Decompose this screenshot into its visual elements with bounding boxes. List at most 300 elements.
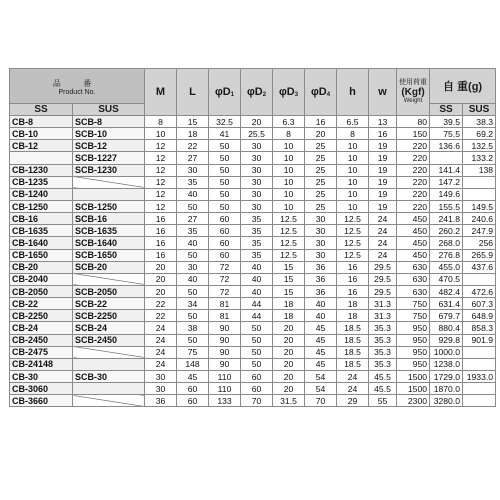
cell-sus-code: SCB-2050	[73, 285, 145, 297]
cell-sus-code: SCB-8	[73, 116, 145, 128]
cell-mass-ss: 1238.0	[430, 358, 463, 370]
cell-D4: 36	[305, 273, 337, 285]
cell-M: 22	[145, 310, 177, 322]
col-D1-label: φD	[214, 86, 231, 98]
cell-ss-code: CB-2050	[10, 285, 73, 297]
table-row	[10, 116, 496, 128]
cell-M: 22	[145, 298, 177, 310]
cell-h: 10	[337, 164, 369, 176]
cell-D3: 10	[273, 176, 305, 188]
cell-D4: 20	[305, 128, 337, 140]
cell-mass-sus: 472.6	[463, 285, 496, 297]
table-row	[10, 261, 496, 273]
cell-w: 31.3	[369, 298, 397, 310]
cell-ss-code: CB-1640	[10, 237, 73, 249]
cell-load: 950	[397, 358, 430, 370]
cell-load: 220	[397, 152, 430, 164]
weight-unit: (Kgf)	[401, 87, 425, 98]
cell-D1: 81	[209, 298, 241, 310]
cell-load: 1500	[397, 370, 430, 382]
cell-sus-code: SCB-1640	[73, 237, 145, 249]
cell-mass-ss: 455.0	[430, 261, 463, 273]
cell-ss-code: CB-2040	[10, 273, 73, 285]
cell-mass-ss: 141.4	[430, 164, 463, 176]
product-no-en: Product No.	[58, 89, 96, 96]
col-h-header: h	[337, 69, 369, 116]
table-row	[10, 249, 496, 261]
cell-w: 31.3	[369, 310, 397, 322]
cell-ss-code: CB-20	[10, 261, 73, 273]
cell-load: 630	[397, 261, 430, 273]
cell-sus-code: SCB-30	[73, 370, 145, 382]
cell-D3: 15	[273, 273, 305, 285]
table-row	[10, 140, 496, 152]
cell-D3: 20	[273, 383, 305, 395]
weight-jp: 使用荷重	[399, 79, 428, 86]
cell-mass-ss: 39.5	[430, 116, 463, 128]
cell-D3: 12.5	[273, 237, 305, 249]
cell-w: 35.3	[369, 358, 397, 370]
cell-sus-code: SCB-1230	[73, 164, 145, 176]
table-row	[10, 273, 496, 285]
cell-sus-code	[73, 346, 145, 358]
cell-D2: 30	[241, 164, 273, 176]
cell-D2: 30	[241, 176, 273, 188]
weight-en: Weight	[403, 98, 423, 104]
cell-D1: 41	[209, 128, 241, 140]
cell-L: 18	[177, 128, 209, 140]
cell-L: 50	[177, 249, 209, 261]
cell-D2: 35	[241, 225, 273, 237]
cell-w: 29.5	[369, 273, 397, 285]
cell-D4: 40	[305, 298, 337, 310]
cell-w: 19	[369, 140, 397, 152]
cell-D1: 60	[209, 249, 241, 261]
cell-L: 50	[177, 334, 209, 346]
cell-D4: 36	[305, 261, 337, 273]
cell-h: 12.5	[337, 225, 369, 237]
cell-D1: 110	[209, 370, 241, 382]
cell-mass-ss: 482.4	[430, 285, 463, 297]
cell-D1: 90	[209, 334, 241, 346]
cell-D1: 90	[209, 346, 241, 358]
cell-D1: 50	[209, 176, 241, 188]
mass-header: 自 重(g)	[430, 69, 496, 104]
cell-ss-code: CB-2250	[10, 310, 73, 322]
cell-w: 19	[369, 188, 397, 200]
cell-ss-code: CB-24	[10, 322, 73, 334]
cell-D1: 72	[209, 285, 241, 297]
cell-h: 8	[337, 128, 369, 140]
table-row	[10, 164, 496, 176]
table-row	[10, 237, 496, 249]
table-row	[10, 298, 496, 310]
cell-D4: 16	[305, 116, 337, 128]
cell-mass-sus: 69.2	[463, 128, 496, 140]
cell-mass-sus: 133.2	[463, 152, 496, 164]
cell-D4: 45	[305, 334, 337, 346]
cell-sus-code: SCB-1250	[73, 200, 145, 212]
table-row	[10, 383, 496, 395]
cell-ss-code: CB-1635	[10, 225, 73, 237]
cell-D1: 60	[209, 213, 241, 225]
cell-load: 220	[397, 164, 430, 176]
cell-D1: 50	[209, 164, 241, 176]
cell-D1: 72	[209, 261, 241, 273]
cell-w: 24	[369, 213, 397, 225]
cell-D3: 10	[273, 164, 305, 176]
cell-load: 750	[397, 310, 430, 322]
cell-D2: 30	[241, 140, 273, 152]
cell-M: 24	[145, 334, 177, 346]
cell-D2: 35	[241, 249, 273, 261]
cell-D3: 10	[273, 140, 305, 152]
cell-L: 34	[177, 298, 209, 310]
cell-h: 10	[337, 152, 369, 164]
cell-D3: 15	[273, 285, 305, 297]
cell-L: 27	[177, 213, 209, 225]
cell-D4: 45	[305, 322, 337, 334]
table-row	[10, 213, 496, 225]
cell-sus-code: SCB-20	[73, 261, 145, 273]
cell-sus-code: SCB-22	[73, 298, 145, 310]
cell-load: 950	[397, 346, 430, 358]
cell-load: 450	[397, 249, 430, 261]
col-D4-header	[305, 69, 337, 116]
cell-sus-code: SCB-2450	[73, 334, 145, 346]
cell-D2: 50	[241, 322, 273, 334]
cell-M: 8	[145, 116, 177, 128]
spec-table-body	[10, 116, 496, 407]
cell-mass-sus	[463, 383, 496, 395]
cell-w: 35.3	[369, 346, 397, 358]
cell-mass-ss: 276.8	[430, 249, 463, 261]
cell-h: 18.5	[337, 322, 369, 334]
cell-D2: 30	[241, 200, 273, 212]
cell-D2: 50	[241, 358, 273, 370]
cell-ss-code: CB-3060	[10, 383, 73, 395]
cell-M: 20	[145, 261, 177, 273]
col-D4-label: φD	[310, 86, 327, 98]
cell-mass-ss: 268.0	[430, 237, 463, 249]
cell-mass-sus: 38.3	[463, 116, 496, 128]
cell-mass-ss: 155.5	[430, 200, 463, 212]
cell-D4: 25	[305, 140, 337, 152]
table-row	[10, 395, 496, 407]
cell-sus-code: SCB-2250	[73, 310, 145, 322]
table-row	[10, 176, 496, 188]
cell-h: 12.5	[337, 213, 369, 225]
cell-w: 19	[369, 176, 397, 188]
cell-mass-sus: 247.9	[463, 225, 496, 237]
cell-D4: 30	[305, 237, 337, 249]
cell-mass-ss: 631.4	[430, 298, 463, 310]
cell-mass-sus	[463, 176, 496, 188]
cell-load: 220	[397, 200, 430, 212]
cell-M: 16	[145, 225, 177, 237]
table-row	[10, 188, 496, 200]
cell-sus-code	[73, 358, 145, 370]
cell-D4: 30	[305, 249, 337, 261]
cell-mass-ss: 147.2	[430, 176, 463, 188]
cell-D4: 45	[305, 346, 337, 358]
cell-D2: 60	[241, 370, 273, 382]
cell-mass-sus: 858.3	[463, 322, 496, 334]
cell-D3: 18	[273, 310, 305, 322]
cell-mass-sus	[463, 346, 496, 358]
cell-D4: 25	[305, 152, 337, 164]
cell-ss-code: CB-1250	[10, 200, 73, 212]
cell-ss-code: CB-30	[10, 370, 73, 382]
cell-D3: 20	[273, 358, 305, 370]
table-row	[10, 285, 496, 297]
cell-D1: 72	[209, 273, 241, 285]
cell-ss-code	[10, 152, 73, 164]
cell-load: 2300	[397, 395, 430, 407]
cell-M: 12	[145, 140, 177, 152]
cell-M: 16	[145, 213, 177, 225]
cell-sus-code: SCB-1227	[73, 152, 145, 164]
cell-sus-code: SCB-24	[73, 322, 145, 334]
cell-D1: 50	[209, 152, 241, 164]
table-row	[10, 346, 496, 358]
cell-D4: 54	[305, 383, 337, 395]
cell-load: 950	[397, 322, 430, 334]
cell-D4: 30	[305, 225, 337, 237]
table-row	[10, 128, 496, 140]
cell-L: 60	[177, 383, 209, 395]
cell-D1: 60	[209, 225, 241, 237]
col-D4-sub: 4	[326, 92, 331, 98]
cell-mass-ss: 1729.0	[430, 370, 463, 382]
cell-D3: 20	[273, 322, 305, 334]
cell-D1: 90	[209, 322, 241, 334]
cell-w: 45.5	[369, 383, 397, 395]
cell-D2: 30	[241, 152, 273, 164]
cell-D4: 40	[305, 310, 337, 322]
cell-D2: 60	[241, 383, 273, 395]
col-mass-SUS-header: SUS	[463, 104, 496, 116]
cell-ss-code: CB-1235	[10, 176, 73, 188]
col-mass-SS-header: SS	[430, 104, 463, 116]
cell-ss-code: CB-1240	[10, 188, 73, 200]
cell-D2: 40	[241, 273, 273, 285]
cell-D4: 70	[305, 395, 337, 407]
cell-h: 6.5	[337, 116, 369, 128]
cell-mass-sus: 240.6	[463, 213, 496, 225]
col-SUS-header: SUS	[73, 104, 145, 116]
cell-D3: 10	[273, 200, 305, 212]
cell-mass-ss: 929.8	[430, 334, 463, 346]
cell-D2: 30	[241, 188, 273, 200]
cell-ss-code: CB-2475	[10, 346, 73, 358]
cell-load: 450	[397, 213, 430, 225]
spec-table-container	[9, 68, 495, 407]
col-weight-header	[397, 69, 430, 116]
cell-D3: 10	[273, 152, 305, 164]
cell-M: 20	[145, 285, 177, 297]
cell-D1: 90	[209, 358, 241, 370]
cell-h: 18.5	[337, 346, 369, 358]
cell-D1: 81	[209, 310, 241, 322]
cell-M: 12	[145, 152, 177, 164]
cell-sus-code: SCB-12	[73, 140, 145, 152]
cell-load: 150	[397, 128, 430, 140]
cell-h: 10	[337, 200, 369, 212]
cell-mass-ss: 470.5	[430, 273, 463, 285]
cell-D2: 50	[241, 346, 273, 358]
table-row	[10, 334, 496, 346]
cell-D2: 20	[241, 116, 273, 128]
cell-M: 30	[145, 370, 177, 382]
cell-ss-code: CB-3660	[10, 395, 73, 407]
cell-load: 1500	[397, 383, 430, 395]
cell-ss-code: CB-22	[10, 298, 73, 310]
spec-table	[9, 68, 496, 407]
cell-D2: 35	[241, 237, 273, 249]
col-D1-header	[209, 69, 241, 116]
cell-w: 35.3	[369, 322, 397, 334]
cell-M: 24	[145, 346, 177, 358]
cell-D2: 50	[241, 334, 273, 346]
cell-L: 15	[177, 116, 209, 128]
cell-ss-code: CB-1230	[10, 164, 73, 176]
cell-D4: 25	[305, 176, 337, 188]
cell-h: 24	[337, 383, 369, 395]
cell-L: 45	[177, 370, 209, 382]
cell-ss-code: CB-10	[10, 128, 73, 140]
cell-M: 12	[145, 188, 177, 200]
cell-mass-ss: 1000.0	[430, 346, 463, 358]
cell-D1: 50	[209, 188, 241, 200]
cell-load: 950	[397, 334, 430, 346]
cell-M: 12	[145, 176, 177, 188]
cell-mass-sus: 901.9	[463, 334, 496, 346]
cell-sus-code: SCB-16	[73, 213, 145, 225]
cell-mass-sus: 607.3	[463, 298, 496, 310]
cell-D1: 32.5	[209, 116, 241, 128]
col-D3-header	[273, 69, 305, 116]
cell-D4: 25	[305, 164, 337, 176]
cell-D2: 40	[241, 285, 273, 297]
cell-mass-sus: 256	[463, 237, 496, 249]
cell-load: 450	[397, 225, 430, 237]
cell-D4: 54	[305, 370, 337, 382]
cell-mass-sus: 265.9	[463, 249, 496, 261]
cell-L: 38	[177, 322, 209, 334]
cell-h: 10	[337, 176, 369, 188]
cell-w: 19	[369, 200, 397, 212]
cell-load: 220	[397, 176, 430, 188]
cell-sus-code	[73, 176, 145, 188]
cell-L: 50	[177, 285, 209, 297]
cell-D1: 133	[209, 395, 241, 407]
cell-mass-ss: 136.6	[430, 140, 463, 152]
cell-L: 50	[177, 310, 209, 322]
cell-D2: 35	[241, 213, 273, 225]
cell-mass-ss: 880.4	[430, 322, 463, 334]
cell-w: 35.3	[369, 334, 397, 346]
cell-ss-code: CB-24148	[10, 358, 73, 370]
cell-w: 16	[369, 128, 397, 140]
cell-mass-sus	[463, 188, 496, 200]
cell-w: 13	[369, 116, 397, 128]
cell-D4: 36	[305, 285, 337, 297]
cell-L: 40	[177, 237, 209, 249]
cell-w: 19	[369, 152, 397, 164]
cell-h: 18.5	[337, 334, 369, 346]
cell-D1: 60	[209, 237, 241, 249]
cell-sus-code: SCB-10	[73, 128, 145, 140]
cell-M: 10	[145, 128, 177, 140]
cell-D3: 8	[273, 128, 305, 140]
table-row	[10, 370, 496, 382]
cell-D2: 44	[241, 298, 273, 310]
cell-h: 18	[337, 310, 369, 322]
cell-D2: 25.5	[241, 128, 273, 140]
cell-w: 24	[369, 225, 397, 237]
cell-mass-sus	[463, 273, 496, 285]
cell-sus-code: SCB-1650	[73, 249, 145, 261]
cell-w: 55	[369, 395, 397, 407]
cell-D4: 30	[305, 213, 337, 225]
cell-h: 24	[337, 370, 369, 382]
cell-mass-ss: 1870.0	[430, 383, 463, 395]
col-D3-sub: 3	[294, 92, 299, 98]
cell-sus-code	[73, 395, 145, 407]
cell-h: 10	[337, 140, 369, 152]
col-D1-sub: 1	[230, 92, 235, 98]
cell-mass-ss: 679.7	[430, 310, 463, 322]
cell-D2: 40	[241, 261, 273, 273]
cell-h: 12.5	[337, 249, 369, 261]
cell-load: 450	[397, 237, 430, 249]
cell-sus-code	[73, 383, 145, 395]
cell-D3: 12.5	[273, 249, 305, 261]
product-no-header	[10, 69, 145, 104]
cell-D3: 12.5	[273, 213, 305, 225]
cell-M: 24	[145, 358, 177, 370]
cell-h: 29	[337, 395, 369, 407]
cell-M: 24	[145, 322, 177, 334]
cell-mass-ss: 75.5	[430, 128, 463, 140]
cell-L: 35	[177, 225, 209, 237]
cell-w: 45.5	[369, 370, 397, 382]
cell-w: 24	[369, 237, 397, 249]
cell-mass-sus: 138	[463, 164, 496, 176]
cell-L: 30	[177, 261, 209, 273]
cell-D1: 110	[209, 383, 241, 395]
cell-M: 16	[145, 249, 177, 261]
cell-L: 40	[177, 273, 209, 285]
col-M-header: M	[145, 69, 177, 116]
cell-mass-sus	[463, 358, 496, 370]
cell-M: 16	[145, 237, 177, 249]
cell-mass-ss	[430, 152, 463, 164]
cell-D3: 15	[273, 261, 305, 273]
table-row	[10, 358, 496, 370]
cell-L: 60	[177, 395, 209, 407]
cell-load: 630	[397, 285, 430, 297]
cell-w: 29.5	[369, 261, 397, 273]
cell-mass-ss: 260.2	[430, 225, 463, 237]
cell-M: 36	[145, 395, 177, 407]
col-L-header: L	[177, 69, 209, 116]
cell-D3: 20	[273, 346, 305, 358]
cell-h: 16	[337, 261, 369, 273]
cell-M: 12	[145, 200, 177, 212]
cell-mass-sus	[463, 395, 496, 407]
